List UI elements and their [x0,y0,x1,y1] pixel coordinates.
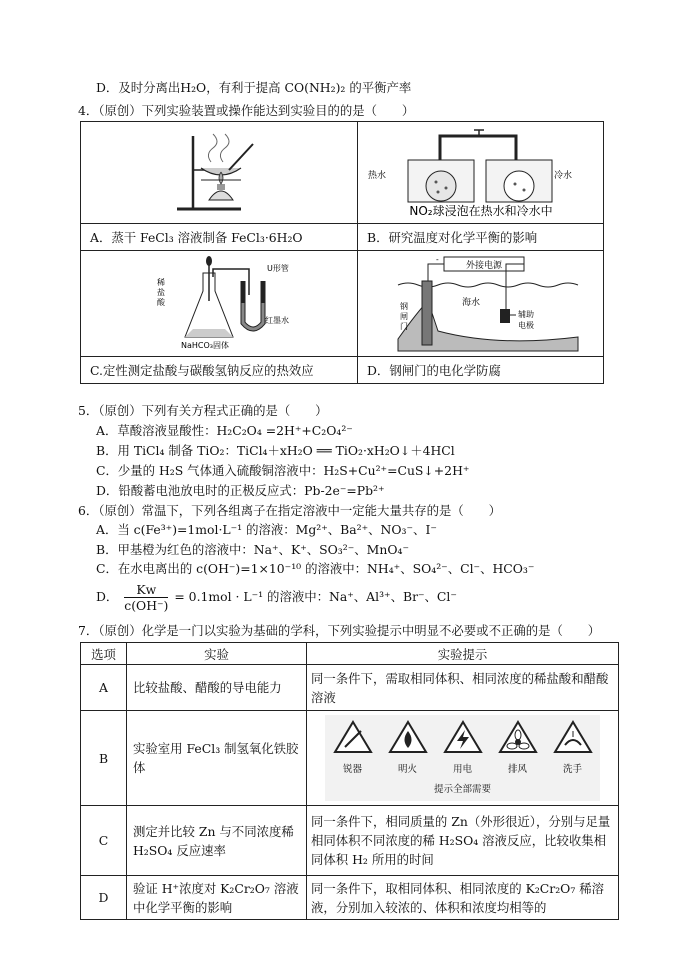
icon-label: 锐器 [342,764,362,775]
q7-header-tip: 实验提示 [307,643,619,665]
row-option: A [81,665,127,711]
acid-label-1: 稀 [157,278,165,287]
q5-option-a: A．草酸溶液显酸性：H₂C₂O₄ =2H⁺+C₂O₄²⁻ [96,423,353,438]
q7-table [80,642,619,920]
row-option: B [81,711,127,806]
open-flame-icon [388,719,428,779]
q6-option-d [96,582,457,613]
no2-subtitle: NO₂球浸泡在热水和冷水中 [409,204,553,218]
evaporation-apparatus-figure [81,122,358,220]
solid-label: NaHCO₃固体 [181,341,229,350]
power-label: 外接电源 [465,261,503,271]
q4-figure-a [81,122,358,224]
q4-figure-table [80,121,604,384]
q4-figure-b [358,122,604,224]
q7-header-experiment: 实验 [127,643,307,665]
acid-label-2: 盐 [157,288,165,297]
gate-label-2: 闸 [400,312,408,321]
row-experiment: 比较盐酸、醋酸的导电能力 [127,665,307,711]
row-tip: 同一条件下，需取相同体积、相同浓度的稀盐酸和醋酸溶液 [307,665,619,711]
icon-label: 明火 [397,764,417,775]
q6-option-c: C．在水电离出的 c(OH⁻)=1×10⁻¹⁰ 的溶液中：NH₄⁺、SO₄²⁻、Cl⁻、HCO₃⁻ [96,561,535,576]
table-row [81,665,619,711]
q7-header-row [81,643,619,665]
row-experiment: 实验室用 FeCl₃ 制氢氧化铁胶体 [127,711,307,806]
q6-option-b: B．甲基橙为红色的溶液中：Na⁺、K⁺、SO₃²⁻、MnO₄⁻ [96,542,409,557]
ventilation-icon [498,719,538,779]
wash-hands-icon [553,719,593,779]
table-row [81,876,619,920]
row-experiment: 验证 H⁺浓度对 K₂Cr₂O₇ 溶液中化学平衡的影响 [127,876,307,920]
row-tip: 同一条件下，相同质量的 Zn（外形很近），分别与足量相同体积不同浓度的稀 H₂SO₄ 溶液反应，比较收集相同体积 H₂ 所用的时间 [307,806,619,876]
cold-water-label: 冷水 [554,171,573,181]
row-experiment: 测定并比较 Zn 与不同浓度稀 H₂SO₄ 反应速率 [127,806,307,876]
gate-label-3: 门 [400,322,408,331]
row-tip: 同一条件下，取相同体积、相同浓度的 K₂Cr₂O₇ 稀溶液，分别加入较浓的、体积和浓度均相等的 [307,876,619,920]
steel-gate-figure [358,251,604,353]
minus-sign: - [436,255,439,264]
row-option: C [81,806,127,876]
q7-stem: 7．（原创）化学是一门以实验为基础的学科，下列实验提示中明显不必要或不正确的是（ ） [78,623,601,638]
q4-caption-b: B．研究温度对化学平衡的影响 [358,224,604,251]
q6-option-a: A．当 c(Fe³⁺)=1mol·L⁻¹ 的溶液：Mg²⁺、Ba²⁺、NO₃⁻、I⁻ [96,522,437,537]
hot-water-label: 热水 [368,171,387,181]
q7-header-option: 选项 [81,643,127,665]
q4-stem: 4．（原创）下列实验装置或操作能达到实验目的的是（ ） [78,103,415,118]
table-row [81,711,619,806]
q4-caption-d: D．钢闸门的电化学防腐 [358,357,604,384]
red-ink-label: 红墨水 [265,316,289,325]
electrode-label-2: 电极 [518,321,534,330]
q6-stem: 6．（原创）常温下，下列各组离子在指定溶液中一定能大量共存的是（ ） [78,503,501,518]
electricity-icon [443,719,483,779]
row-option: D [81,876,127,920]
table-row [81,806,619,876]
icons-caption: 提示全部需要 [433,784,491,795]
sea-label: 海水 [462,298,481,308]
electrode-label-1: 辅助 [518,310,534,319]
q6-fraction-denominator: c(OH⁻) [124,598,169,613]
q6-option-d-prefix: D． [96,589,119,604]
q4-caption-a: A．蒸干 FeCl₃ 溶液制备 FeCl₃·6H₂O [81,224,358,251]
q6-option-d-suffix: = 0.1mol · L⁻¹ 的溶液中：Na⁺、Al³⁺、Br⁻、Cl⁻ [174,589,457,604]
gate-label-1: 钢 [400,302,408,311]
icon-label: 排风 [507,764,527,775]
q4-figure-c [81,251,358,357]
q6-fraction [124,582,168,613]
q4-figure-d [358,251,604,357]
icon-label: 用电 [452,764,472,775]
icon-label: 洗手 [562,764,582,775]
q5-option-c: C．少量的 H₂S 气体通入硫酸铜溶液中：H₂S+Cu²⁺=CuS↓+2H⁺ [96,463,470,478]
flask-utube-figure [81,251,358,353]
q3-option-d: D．及时分离出H₂O，有利于提高 CO(NH₂)₂ 的平衡产率 [96,80,412,95]
utube-label: U形管 [267,264,289,273]
q5-stem: 5．（原创）下列有关方程式正确的是（ ） [78,403,328,418]
safety-icons-cell [307,711,619,806]
sharp-object-icon [333,719,373,779]
q4-caption-c: C.定性测定盐酸与碳酸氢钠反应的热效应 [81,357,358,384]
acid-label-3: 酸 [157,298,165,307]
q6-fraction-numerator: Kw [124,582,168,598]
q5-option-b: B．用 TiCl₄ 制备 TiO₂：TiCl₄＋xH₂O ══ TiO₂·xH₂O↓＋4HCl [96,443,455,458]
no2-flasks-figure [358,122,604,220]
q5-option-d: D．铅酸蓄电池放电时的正极反应式：Pb-2e⁻=Pb²⁺ [96,483,385,498]
